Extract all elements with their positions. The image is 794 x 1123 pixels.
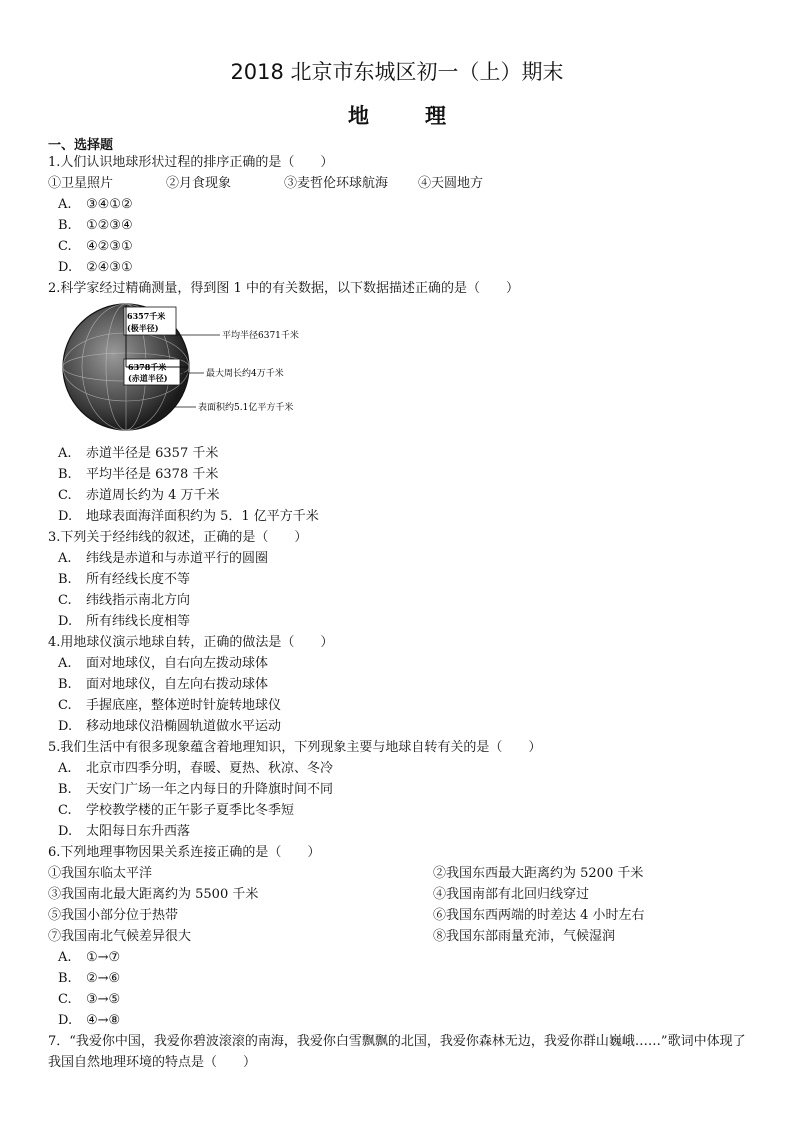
q6-option-b[interactable]: B. ②→⑥ <box>58 971 121 986</box>
subject-title <box>0 100 794 130</box>
q3-option-a[interactable]: A. 纬线是赤道和与赤道平行的圆圈 <box>58 551 269 566</box>
q1-option-d[interactable]: D. ②④③① <box>58 260 133 275</box>
question-5-stem: 5.我们生活中有很多现象蕴含着地理知识，下列现象主要与地球自转有关的是（ ） <box>48 740 542 755</box>
q1-item: ④天圆地方 <box>418 176 484 191</box>
globe-diagram <box>62 303 362 443</box>
q6-item: ①我国东临太平洋 <box>48 866 153 881</box>
q5-option-c[interactable]: C. 学校教学楼的正午影子夏季比冬季短 <box>58 803 295 818</box>
q2-option-d[interactable]: D. 地球表面海洋面积约为 5．1 亿平方千米 <box>58 509 319 524</box>
q2-option-c[interactable]: C. 赤道周长约为 4 万千米 <box>58 488 220 503</box>
q6-option-d[interactable]: D. ④→⑧ <box>58 1013 121 1028</box>
q1-option-c[interactable]: C. ④②③① <box>58 239 133 254</box>
section-title: 一、选择题 <box>48 138 114 153</box>
q5-option-d[interactable]: D. 太阳每日东升西落 <box>58 824 191 839</box>
q6-item: ③我国南北最大距离约为 5500 千米 <box>48 887 259 902</box>
q6-item: ⑥我国东西两端的时差达 4 小时左右 <box>433 908 645 923</box>
q1-option-b[interactable]: B. ①②③④ <box>58 218 133 233</box>
q3-option-b[interactable]: B. 所有经线长度不等 <box>58 572 191 587</box>
q4-option-a[interactable]: A. 面对地球仪，自右向左拨动球体 <box>58 656 269 671</box>
q2-option-b[interactable]: B. 平均半径是 6378 千米 <box>58 467 219 482</box>
q6-option-a[interactable]: A. ①→⑦ <box>58 950 121 965</box>
q6-option-c[interactable]: C. ③→⑤ <box>58 992 121 1007</box>
subject-char-2: 理 <box>425 103 446 128</box>
q4-option-b[interactable]: B. 面对地球仪，自左向右拨动球体 <box>58 677 269 692</box>
q3-option-c[interactable]: C. 纬线指示南北方向 <box>58 593 191 608</box>
q6-item: ④我国南部有北回归线穿过 <box>433 887 590 902</box>
q1-item: ②月食现象 <box>166 176 232 191</box>
question-3-stem: 3.下列关于经纬线的叙述，正确的是（ ） <box>48 530 308 545</box>
q6-item: ⑧我国东部雨量充沛，气候湿润 <box>433 929 616 944</box>
equatorial-radius-caption: (赤道半径) <box>128 373 168 383</box>
question-2-stem: 2.科学家经过精确测量，得到图 1 中的有关数据，以下数据描述正确的是（ ） <box>48 281 519 296</box>
q6-item: ⑦我国南北气候差异很大 <box>48 929 192 944</box>
circumference-label: 最大周长约4万千米 <box>206 369 284 379</box>
q1-option-a[interactable]: A. ③④①② <box>58 197 133 212</box>
mean-radius-label: 平均半径6371千米 <box>222 331 299 341</box>
equatorial-radius-label: 6378千米 <box>128 362 167 372</box>
q6-item: ②我国东西最大距离约为 5200 千米 <box>433 866 644 881</box>
question-1-stem: 1.人们认识地球形状过程的排序正确的是（ ） <box>48 155 334 170</box>
page-title: 2018 北京市东城区初一（上）期末 <box>230 60 564 84</box>
question-7-stem: 7．“我爱你中国，我爱你碧波滚滚的南海，我爱你白雪飘飘的北国，我爱你森林无边，我爱你群山巍峨……”歌词中体现了我国自然地理环境的特点是（ ） <box>48 1034 746 1070</box>
q5-option-a[interactable]: A. 北京市四季分明，春暖、夏热、秋凉、冬冷 <box>58 761 334 776</box>
q4-option-c[interactable]: C. 手握底座，整体逆时针旋转地球仪 <box>58 698 282 713</box>
question-4-stem: 4.用地球仪演示地球自转，正确的做法是（ ） <box>48 635 334 650</box>
q3-option-d[interactable]: D. 所有纬线长度相等 <box>58 614 191 629</box>
q5-option-b[interactable]: B. 天安门广场一年之内每日的升降旗时间不同 <box>58 782 334 797</box>
q1-item: ①卫星照片 <box>48 176 114 191</box>
q1-item: ③麦哲伦环球航海 <box>284 176 389 191</box>
polar-radius-label: 6357千米 <box>127 311 166 321</box>
question-1-items <box>48 173 754 194</box>
surface-area-label: 表面积约5.1亿平方千米 <box>198 403 294 413</box>
question-6-stem: 6.下列地理事物因果关系连接正确的是（ ） <box>48 845 321 860</box>
question-list <box>48 152 754 1073</box>
q6-item: ⑤我国小部分位于热带 <box>48 908 179 923</box>
subject-char-1: 地 <box>348 103 369 128</box>
q2-option-a[interactable]: A. 赤道半径是 6357 千米 <box>58 446 219 461</box>
polar-radius-caption: (极半径) <box>127 323 159 333</box>
earth-figure <box>62 303 362 443</box>
q4-option-d[interactable]: D. 移动地球仪沿椭圆轨道做水平运动 <box>58 719 282 734</box>
question-6-items <box>48 863 754 947</box>
